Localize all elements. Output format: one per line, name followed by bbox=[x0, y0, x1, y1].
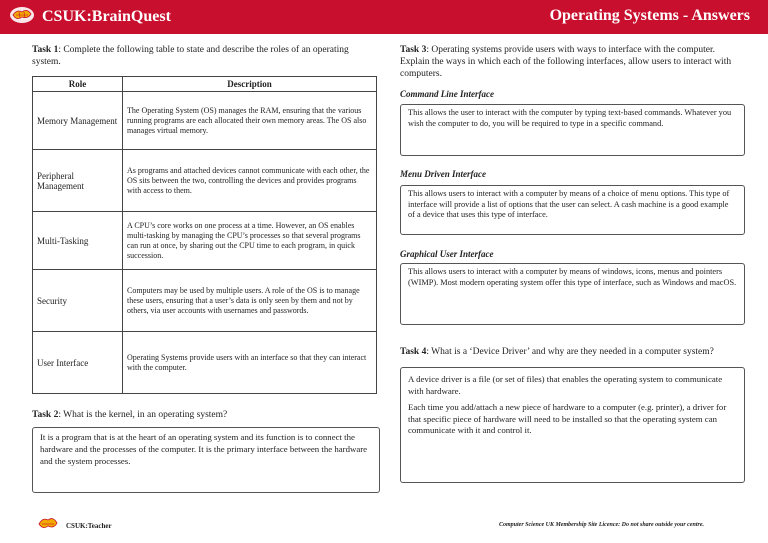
brand bbox=[8, 4, 171, 30]
description-cell: The Operating System (OS) manages the RAM, ensuring that the various running programs are each allocated their own memory areas. The OS also manages virtual memory. bbox=[123, 92, 377, 150]
menu-answer-box bbox=[400, 185, 745, 235]
task4-heading bbox=[400, 346, 750, 358]
page-title: Operating Systems - Answers bbox=[549, 7, 750, 24]
cli-answer-box bbox=[400, 104, 745, 156]
task2-heading bbox=[32, 409, 377, 421]
role-cell: User Interface bbox=[33, 332, 123, 394]
table-header-row bbox=[33, 77, 377, 92]
gui-answer-box bbox=[400, 263, 745, 325]
footer-brand: CSUK:Teacher bbox=[66, 521, 112, 530]
description-cell: A CPU’s core works on one process at a time. However, an OS enables multi-tasking by managing the CPU’s processes so that several programs can run at once, by sharing out the CPU time to each program, in quick succession. bbox=[123, 212, 377, 270]
brand-title: CSUK:BrainQuest bbox=[42, 8, 171, 25]
role-cell: Multi-Tasking bbox=[33, 212, 123, 270]
footer-logo bbox=[36, 514, 112, 537]
task4-question: : What is a ‘Device Driver’ and why are they needed in a computer system? bbox=[426, 347, 714, 357]
menu-answer-text: This allows users to interact with a computer by means of a choice of menu options. This type of interface will provide a list of options that the user can select. A cash machine is a good example of a device that uses this type of interface. bbox=[408, 189, 730, 219]
table-row bbox=[33, 332, 377, 394]
cli-answer-text: This allows the user to interact with the computer by typing text-based commands. Whatever you wish the computer to do, you will be required to type in a specific command. bbox=[408, 108, 732, 128]
kernel-answer-text: It is a program that is at the heart of an operating system and its function is to connect the hardware and the processes of the computer. It is the primary interface between the hardware and the system processes. bbox=[40, 432, 368, 466]
description-cell: Operating Systems provide users with an interface so that they can interact with the computer. bbox=[123, 332, 377, 394]
task3-heading bbox=[400, 44, 745, 80]
menu-section-title: Menu Driven Interface bbox=[400, 169, 486, 179]
cli-section-title: Command Line Interface bbox=[400, 89, 494, 99]
task1-heading bbox=[32, 44, 377, 68]
roles-table bbox=[32, 76, 377, 394]
column-header-description: Description bbox=[123, 77, 377, 92]
column-header-role: Role bbox=[33, 77, 123, 92]
task1-question: : Complete the following table to state and describe the roles of an operating system. bbox=[32, 45, 349, 67]
device-driver-paragraph: A device driver is a file (or set of files) that enables the operating system to communicate with hardware. bbox=[408, 374, 723, 396]
table-row bbox=[33, 92, 377, 150]
task3-number: Task 3 bbox=[400, 45, 427, 55]
task4-number: Task 4 bbox=[400, 347, 427, 357]
task2-question: : What is the kernel, in an operating system? bbox=[58, 410, 228, 420]
teacher-logo-icon bbox=[36, 514, 60, 537]
device-driver-answer-box bbox=[400, 367, 745, 483]
description-cell: Computers may be used by multiple users. A role of the OS is to manage these users, ensuring that a user’s data is only seen by them and not by others, via user accounts with usernames and passwords. bbox=[123, 270, 377, 332]
role-cell: Peripheral Management bbox=[33, 150, 123, 212]
task2-number: Task 2 bbox=[32, 410, 59, 420]
brain-logo-icon bbox=[8, 4, 36, 31]
device-driver-paragraph: Each time you add/attach a new piece of hardware to a computer (e.g. printer), a driver for that specific piece of hardware will need to be installed so that the operating system can communicate with it and control it. bbox=[408, 402, 727, 435]
kernel-answer-box bbox=[32, 427, 380, 493]
gui-section-title: Graphical User Interface bbox=[400, 249, 494, 259]
footer-licence: Computer Science UK Membership Site Licence: Do not share outside your centre. bbox=[499, 522, 704, 528]
table-row bbox=[33, 150, 377, 212]
header-bar bbox=[0, 0, 768, 34]
gui-answer-text: This allows users to interact with a computer by means of windows, icons, menus and pointers (WIMP). Most modern operating system offer this type of interface, such as Windows and macOS. bbox=[408, 267, 737, 287]
role-cell: Security bbox=[33, 270, 123, 332]
task1-number: Task 1 bbox=[32, 45, 59, 55]
role-cell: Memory Management bbox=[33, 92, 123, 150]
table-row bbox=[33, 212, 377, 270]
task3-question: : Operating systems provide users with ways to interface with the computer. Explain the ways in which each of the following interfaces, allow users to interact with computers. bbox=[400, 45, 732, 79]
table-row bbox=[33, 270, 377, 332]
description-cell: As programs and attached devices cannot communicate with each other, the OS sits between the two, controlling the devices and provides programs with access to them. bbox=[123, 150, 377, 212]
